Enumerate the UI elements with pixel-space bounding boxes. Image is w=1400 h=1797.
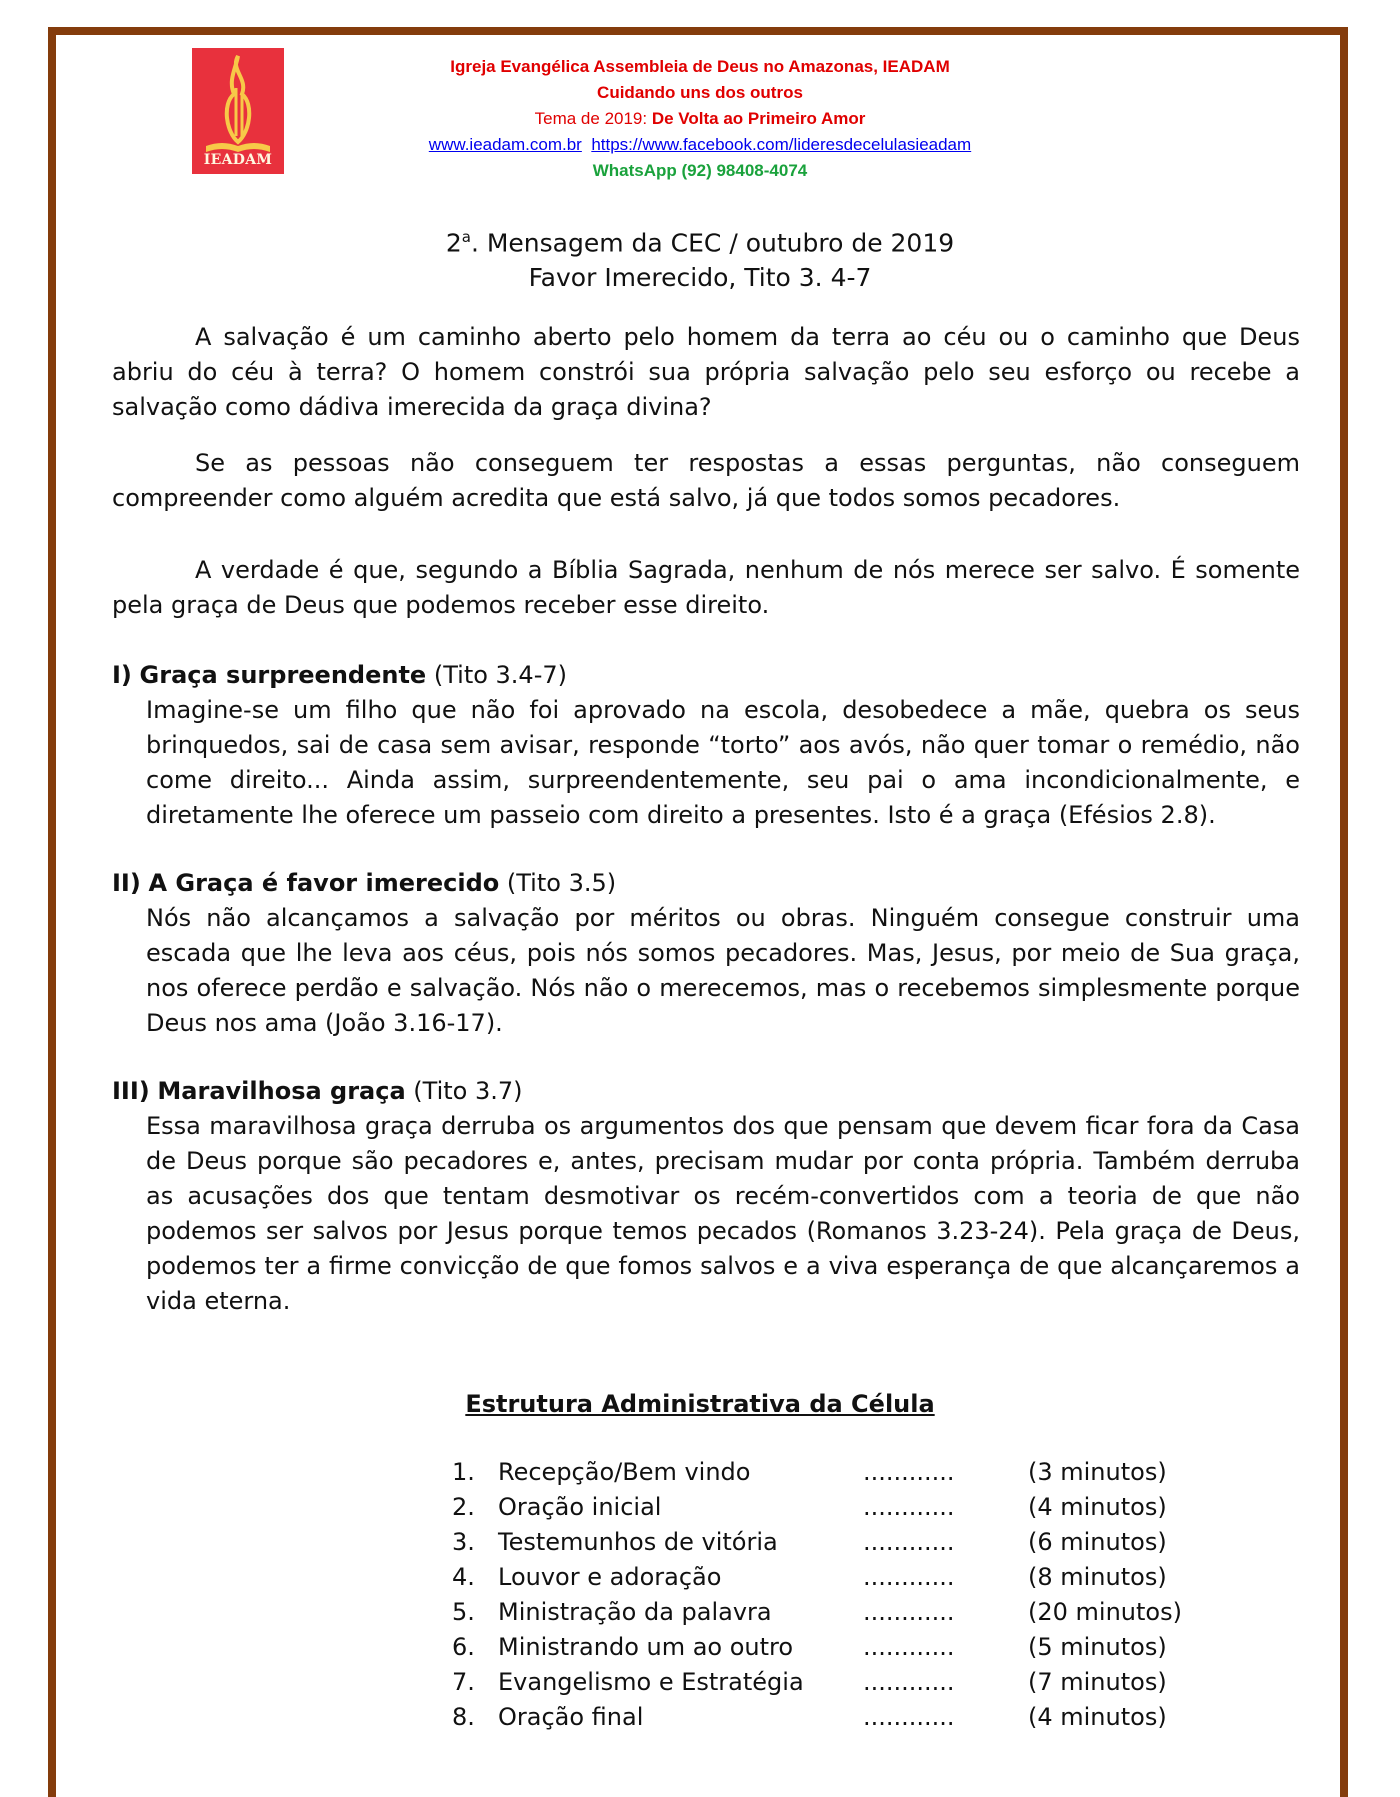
- item-leader-dots: ............: [863, 1703, 955, 1731]
- whatsapp-contact: WhatsApp (92) 98408-4074: [592, 161, 808, 180]
- intro-paragraph-2: [112, 446, 1300, 516]
- item-leader-dots: ............: [863, 1598, 955, 1626]
- paragraph-text: A verdade é que, segundo a Bíblia Sagrada, nenhum de nós merece ser salvo. É somente pela graça de Deus que podemos receber esse direito.: [112, 556, 1300, 619]
- item-duration: (7 minutos): [1028, 1668, 1167, 1696]
- list-item: [452, 1490, 1228, 1525]
- section-content: Essa maravilhosa graça derruba os argumentos dos que pensam que devem ficar fora da Casa de Deus porque são pecadores e, antes, precisam mudar por conta própria. Também derruba as acusações dos que tentam desmotivar os recém-convertidos com a teoria de que não podemos ser salvos por Jesus porque temos pecados (Romanos 3.23-24). Pela graça de Deus, podemos ter a firme convicção de que fomos salvos e a viva esperança de que alcançaremos a vida eterna.: [146, 1112, 1300, 1315]
- item-leader-dots: ............: [863, 1458, 955, 1486]
- message-title: [0, 220, 1400, 295]
- links-line: [300, 132, 1100, 158]
- church-motto: Cuidando uns dos outros: [597, 83, 803, 102]
- title-line-1: [0, 220, 1400, 260]
- item-number: 2.: [452, 1493, 475, 1521]
- paragraph-text: A salvação é um caminho aberto pelo homem da terra ao céu ou o caminho que Deus abriu do céu à terra? O homem constrói sua própria salvação pelo seu esforço ou recebe a salvação como dádiva imerecida da graça divina?: [112, 323, 1300, 421]
- item-label: Ministrando um ao outro: [498, 1633, 794, 1661]
- section-1: [112, 658, 1300, 833]
- section-reference: (Tito 3.5): [506, 869, 617, 897]
- list-item: [452, 1700, 1228, 1735]
- item-duration: (8 minutos): [1028, 1563, 1167, 1591]
- item-duration: (4 minutos): [1028, 1493, 1167, 1521]
- item-number: 6.: [452, 1633, 475, 1661]
- section-numeral: III): [112, 1077, 150, 1105]
- section-2: [112, 866, 1300, 1041]
- list-item: [452, 1560, 1228, 1595]
- item-leader-dots: ............: [863, 1668, 955, 1696]
- item-label: Testemunhos de vitória: [498, 1528, 778, 1556]
- item-leader-dots: ............: [863, 1528, 955, 1556]
- structure-list: [452, 1455, 1228, 1735]
- title-number: 2: [445, 228, 462, 258]
- section-content: Imagine-se um filho que não foi aprovado na escola, desobedece a mãe, quebra os seus brinquedos, sai de casa sem avisar, responde “torto” aos avós, não quer tomar o remédio, não come direito... Ainda assim, surpreendentemente, seu pai o ama incondicionalmente, e diretamente lhe oferece um passeio com direito a presentes. Isto é a graça (Efésios 2.8).: [146, 696, 1300, 829]
- list-item: [452, 1525, 1228, 1560]
- section-content: Nós não alcançamos a salvação por méritos ou obras. Ninguém consegue construir uma escada que lhe leva aos céus, pois nós somos pecadores. Mas, Jesus, por meio de Sua graça, nos oferece perdão e salvação. Nós não o merecemos, mas o recebemos simplesmente porque Deus nos ama (João 3.16-17).: [146, 904, 1300, 1037]
- structure-title: Estrutura Administrativa da Célula: [465, 1390, 935, 1418]
- ieadam-logo: [192, 48, 284, 174]
- theme-line: [300, 106, 1100, 132]
- list-item: [452, 1595, 1228, 1630]
- section-heading: [112, 658, 1300, 693]
- logo-text: IEADAM: [203, 152, 273, 168]
- item-duration: (20 minutos): [1028, 1598, 1182, 1626]
- facebook-link[interactable]: https://www.facebook.com/lideresdecelulasieadam: [591, 135, 972, 154]
- item-label: Ministração da palavra: [498, 1598, 772, 1626]
- section-numeral: I): [112, 661, 132, 689]
- section-title: Graça surpreendente: [139, 661, 427, 689]
- list-item: [452, 1455, 1228, 1490]
- website-link[interactable]: www.ieadam.com.br: [428, 135, 582, 154]
- item-leader-dots: ............: [863, 1633, 955, 1661]
- item-duration: (5 minutos): [1028, 1633, 1167, 1661]
- section-numeral: II): [112, 869, 141, 897]
- section-reference: (Tito 3.7): [413, 1077, 523, 1105]
- item-label: Evangelismo e Estratégia: [498, 1668, 804, 1696]
- item-number: 4.: [452, 1563, 475, 1591]
- intro-paragraph-3: [112, 553, 1300, 623]
- section-heading: [112, 1074, 1300, 1109]
- church-header: [300, 54, 1100, 184]
- list-item: [452, 1630, 1228, 1665]
- section-3: [112, 1074, 1300, 1319]
- item-number: 8.: [452, 1703, 475, 1731]
- list-item: [452, 1665, 1228, 1700]
- item-number: 5.: [452, 1598, 475, 1626]
- theme-prefix: Tema de 2019:: [534, 109, 652, 128]
- item-duration: (3 minutos): [1028, 1458, 1167, 1486]
- item-label: Recepção/Bem vindo: [498, 1458, 751, 1486]
- church-name: Igreja Evangélica Assembleia de Deus no Amazonas, IEADAM: [450, 57, 950, 76]
- title-line-2: Favor Imerecido, Tito 3. 4-7: [528, 263, 872, 293]
- section-title: A Graça é favor imerecido: [148, 869, 500, 897]
- item-duration: (4 minutos): [1028, 1703, 1167, 1731]
- item-number: 7.: [452, 1668, 475, 1696]
- item-number: 3.: [452, 1528, 475, 1556]
- title-superscript: a: [461, 228, 471, 246]
- section-reference: (Tito 3.4-7): [433, 661, 567, 689]
- item-leader-dots: ............: [863, 1563, 955, 1591]
- section-title: Maravilhosa graça: [157, 1077, 406, 1105]
- title-text: . Mensagem da CEC / outubro de 2019: [470, 228, 955, 258]
- item-label: Oração inicial: [498, 1493, 662, 1521]
- item-label: Oração final: [498, 1703, 644, 1731]
- intro-paragraph-1: [112, 320, 1300, 425]
- item-duration: (6 minutos): [1028, 1528, 1167, 1556]
- item-number: 1.: [452, 1458, 475, 1486]
- paragraph-text: Se as pessoas não conseguem ter respostas a essas perguntas, não conseguem compreender como alguém acredita que está salvo, já que todos somos pecadores.: [112, 449, 1300, 512]
- section-heading: [112, 866, 1300, 901]
- theme-title: De Volta ao Primeiro Amor: [651, 109, 866, 128]
- item-label: Louvor e adoração: [498, 1563, 722, 1591]
- item-leader-dots: ............: [863, 1493, 955, 1521]
